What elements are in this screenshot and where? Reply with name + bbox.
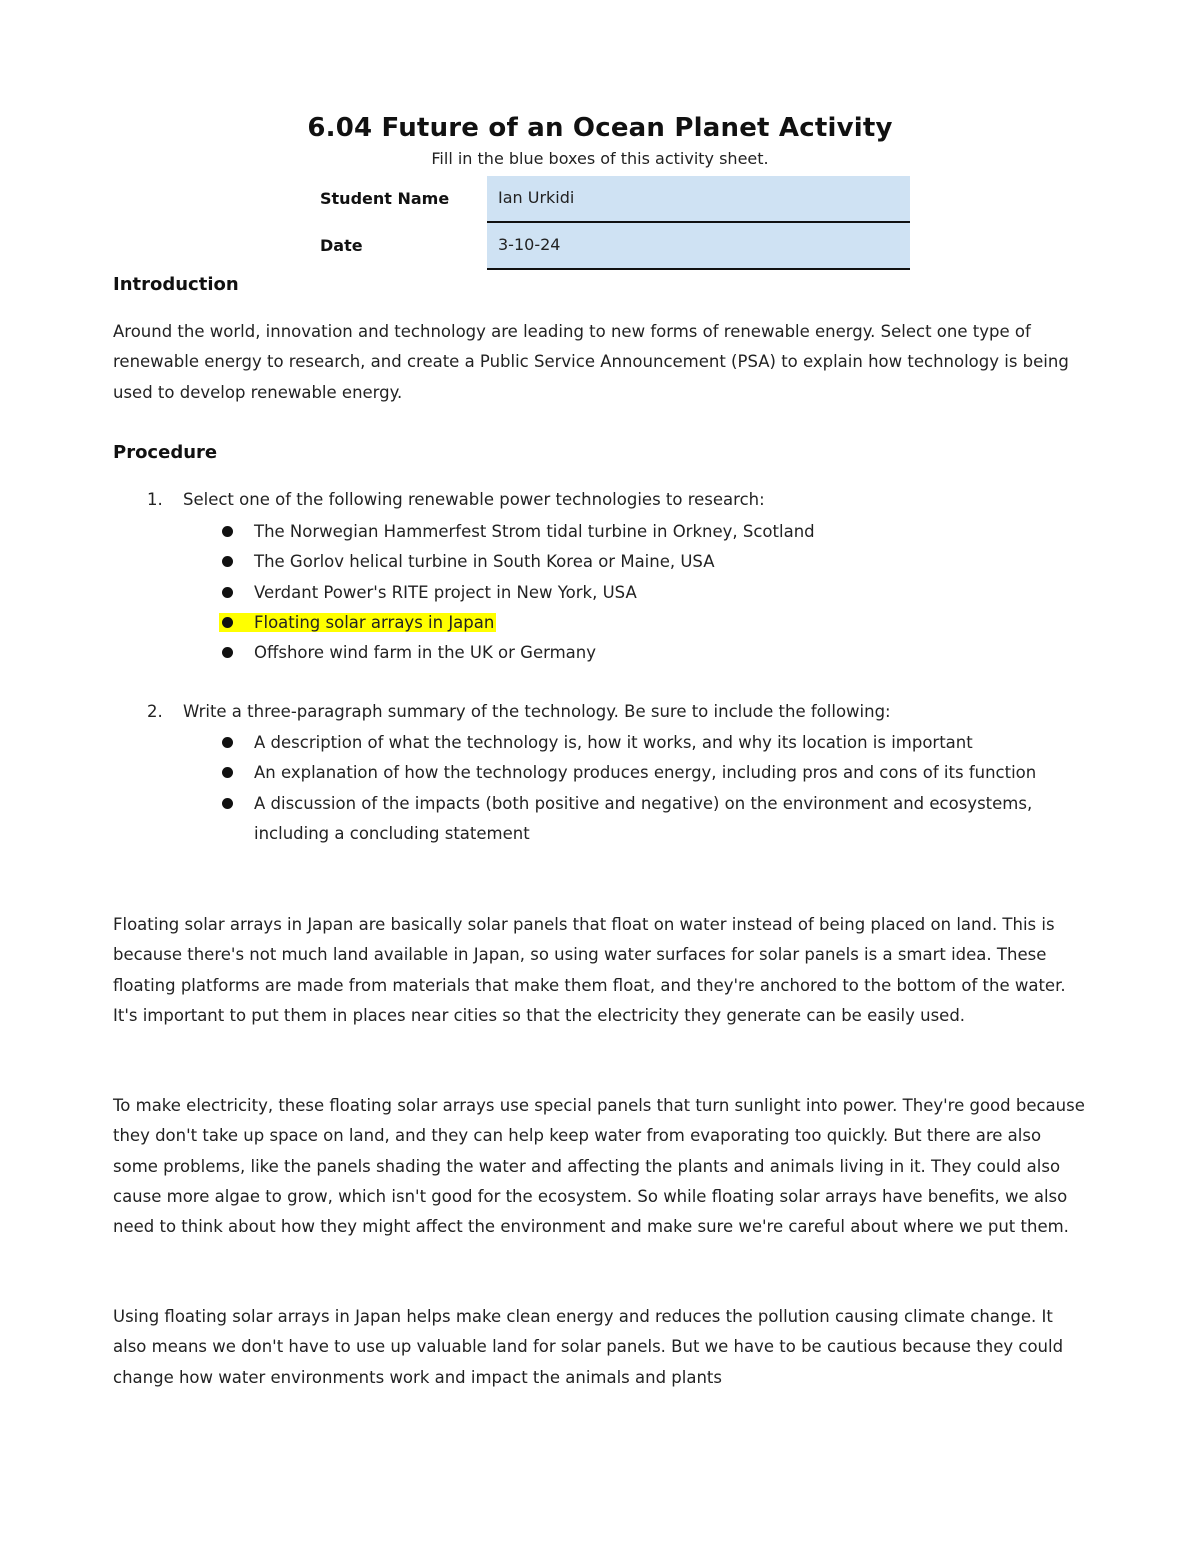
option-label: The Norwegian Hammerfest Strom tidal turbine in Orkney, Scotland bbox=[254, 522, 815, 541]
bullet-icon bbox=[222, 737, 233, 748]
bullet-icon bbox=[222, 647, 233, 658]
list-item bbox=[219, 789, 1079, 850]
list-item bbox=[219, 728, 1079, 758]
option-label: The Gorlov helical turbine in South Korea or Maine, USA bbox=[254, 552, 715, 572]
bullet-icon bbox=[222, 617, 233, 628]
step-2-text: Write a three-paragraph summary of the technology. Be sure to include the following: bbox=[183, 702, 891, 721]
summary-paragraph-3: Using floating solar arrays in Japan helps make clean energy and reduces the pollution causing climate change. It also means we don't have to use up valuable land for solar panels. But we have to be cautious because they could change how water environments work and impact the animals and plants bbox=[113, 1307, 1064, 1387]
summary-paragraph-1: Floating solar arrays in Japan are basically solar panels that float on water instead of being placed on land. This is because there's not much land available in Japan, so using water surfaces for solar panels is a smart idea. These floating platforms are made from materials that make them float, and they're anchored to the bottom of the water. It's important to put them in places near cities so that the electricity they generate can be easily used. bbox=[113, 915, 1066, 1025]
list-item bbox=[219, 517, 1089, 547]
option-label: Floating solar arrays in Japan bbox=[254, 612, 495, 632]
bullet-icon bbox=[222, 798, 233, 809]
date-row bbox=[320, 223, 910, 270]
summary-paragraph-2: To make electricity, these floating solar arrays use special panels that turn sunlight into power. They're good because they don't take up space on land, and they can help keep water from evaporating too quickly. But there are also some problems, like the panels shading the water and affecting the plants and animals living in it. They could also cause more algae to grow, which isn't good for the ecosystem. So while floating solar arrays have benefits, we also need to think about how they might affect the environment and make sure we're careful about where we put them. bbox=[113, 1096, 1085, 1237]
technology-options-list bbox=[219, 517, 1089, 668]
bullet-icon bbox=[222, 556, 233, 567]
procedure-heading: Procedure bbox=[113, 442, 218, 463]
bullet-icon bbox=[222, 587, 233, 598]
requirement-label: A discussion of the impacts (both positive and negative) on the environment and ecosystems, including a concluding statement bbox=[254, 793, 1033, 843]
summary-requirements-list bbox=[219, 728, 1079, 849]
introduction-heading: Introduction bbox=[113, 274, 239, 295]
date-field[interactable]: 3-10-24 bbox=[487, 223, 910, 270]
introduction-text: Around the world, innovation and technology are leading to new forms of renewable energy. Select one type of renewable energy to research, and create a Public Service Announcement (PSA) to explain how technology is being used to develop renewable energy. bbox=[113, 322, 1069, 402]
student-info-table bbox=[320, 176, 910, 270]
page-subtitle: Fill in the blue boxes of this activity sheet. bbox=[431, 149, 769, 168]
step-2-number: 2. bbox=[147, 702, 163, 721]
option-label: Offshore wind farm in the UK or Germany bbox=[254, 643, 597, 663]
selected-list-item bbox=[219, 608, 1089, 638]
student-name-row bbox=[320, 176, 910, 223]
step-1-number: 1. bbox=[147, 490, 163, 509]
student-name-field[interactable]: Ian Urkidi bbox=[487, 176, 910, 223]
list-item bbox=[219, 638, 1089, 668]
selected-option-highlight bbox=[219, 613, 496, 632]
page-title: 6.04 Future of an Ocean Planet Activity bbox=[307, 113, 893, 143]
bullet-icon bbox=[222, 526, 233, 537]
requirement-label: An explanation of how the technology produces energy, including pros and cons of its function bbox=[254, 763, 1037, 783]
list-item bbox=[219, 758, 1079, 788]
bullet-icon bbox=[222, 767, 233, 778]
requirement-label: A description of what the technology is, how it works, and why its location is important bbox=[254, 733, 973, 752]
student-name-label: Student Name bbox=[320, 189, 450, 208]
option-label: Verdant Power's RITE project in New York, USA bbox=[254, 582, 637, 602]
date-label: Date bbox=[320, 236, 363, 255]
list-item bbox=[219, 547, 1089, 577]
list-item bbox=[219, 578, 1089, 608]
step-1-text: Select one of the following renewable power technologies to research: bbox=[183, 490, 765, 509]
